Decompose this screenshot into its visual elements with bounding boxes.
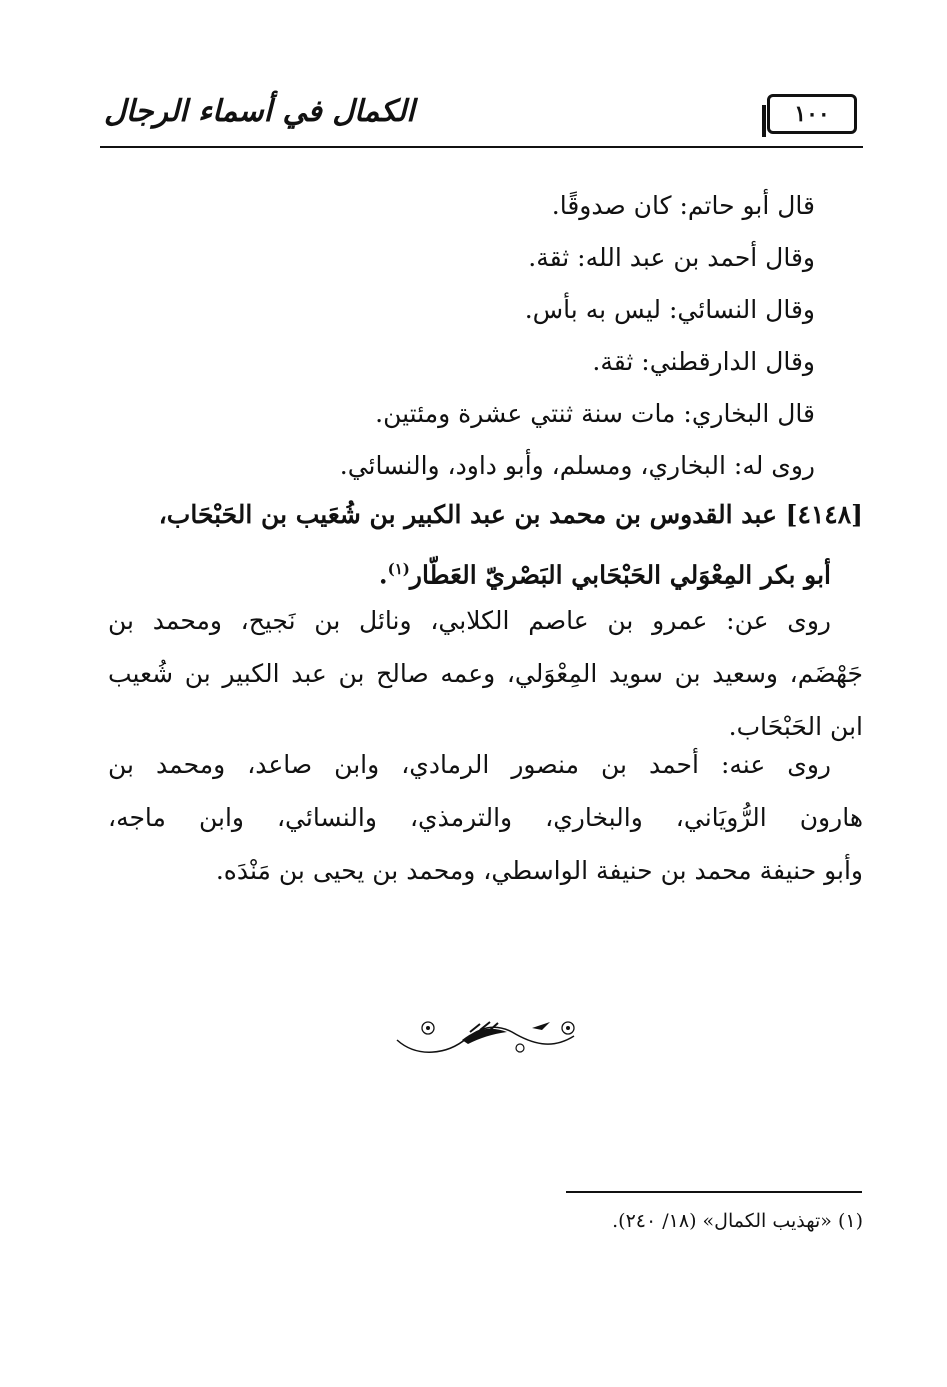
narrated-from-paragraph	[108, 594, 863, 753]
text-line: ابن الحَبْحَاب.	[728, 712, 863, 741]
opening-lines	[160, 180, 815, 492]
header-divider	[100, 146, 863, 148]
text-line: وقال الدارقطني: ثقة.	[592, 347, 815, 376]
entry-number: [٤١٤٨]	[785, 500, 863, 529]
book-title-calligraphy: الكمال في أسماء الرجال	[104, 94, 415, 129]
text-line: وقال أحمد بن عبد الله: ثقة.	[528, 243, 815, 272]
decorative-ornament-icon	[392, 1010, 582, 1060]
text-line: قال أبو حاتم: كان صدوقًا.	[551, 191, 815, 220]
entry-name: عبد القدوس بن محمد بن عبد الكبير بن شُعَيب بن الحَبْحَاب،	[158, 500, 777, 529]
footnote-1: (١) «تهذيب الكمال» (١٨/ ٢٤٠).	[612, 1210, 863, 1232]
footnote-divider	[566, 1191, 862, 1193]
text-line: هارون الرُّويَاني، والبخاري، والترمذي، والنسائي، وابن ماجه،	[108, 803, 863, 832]
entry-heading-line-1	[108, 488, 863, 542]
footnote-reference[interactable]: (١)	[387, 560, 410, 578]
page-header	[100, 88, 863, 150]
text-line: جَهْضَم، وسعيد بن سويد المِعْوَلي، وعمه صالح بن عبد الكبير بن شُعيب	[108, 659, 863, 688]
entry-heading-line-2: أبو بكر المِعْوَلي الحَبْحَابي البَصْريّ العَطّار$^{(١)}$.	[378, 560, 831, 590]
text-line: وأبو حنيفة محمد بن حنيفة الواسطي، ومحمد بن يحيى بن مَنْدَه.	[215, 856, 863, 885]
page-number: ١٠٠	[767, 94, 857, 134]
text-line: قال البخاري: مات سنة ثنتي عشرة ومئتين.	[375, 399, 815, 428]
entry-kunya: أبو بكر المِعْوَلي الحَبْحَابي البَصْريّ العَطّار	[409, 560, 831, 590]
narrated-by-paragraph	[108, 738, 863, 897]
text-line: روى له: البخاري، ومسلم، وأبو داود، والنسائي.	[339, 451, 815, 480]
text-line: وقال النسائي: ليس به بأس.	[524, 295, 815, 324]
entry-heading	[108, 488, 863, 602]
text-line: روى عن: عمرو بن عاصم الكلابي، ونائل بن نَجيح، ومحمد بن	[108, 606, 831, 635]
text-line: روى عنه: أحمد بن منصور الرمادي، وابن صاعد، ومحمد بن	[108, 750, 831, 779]
